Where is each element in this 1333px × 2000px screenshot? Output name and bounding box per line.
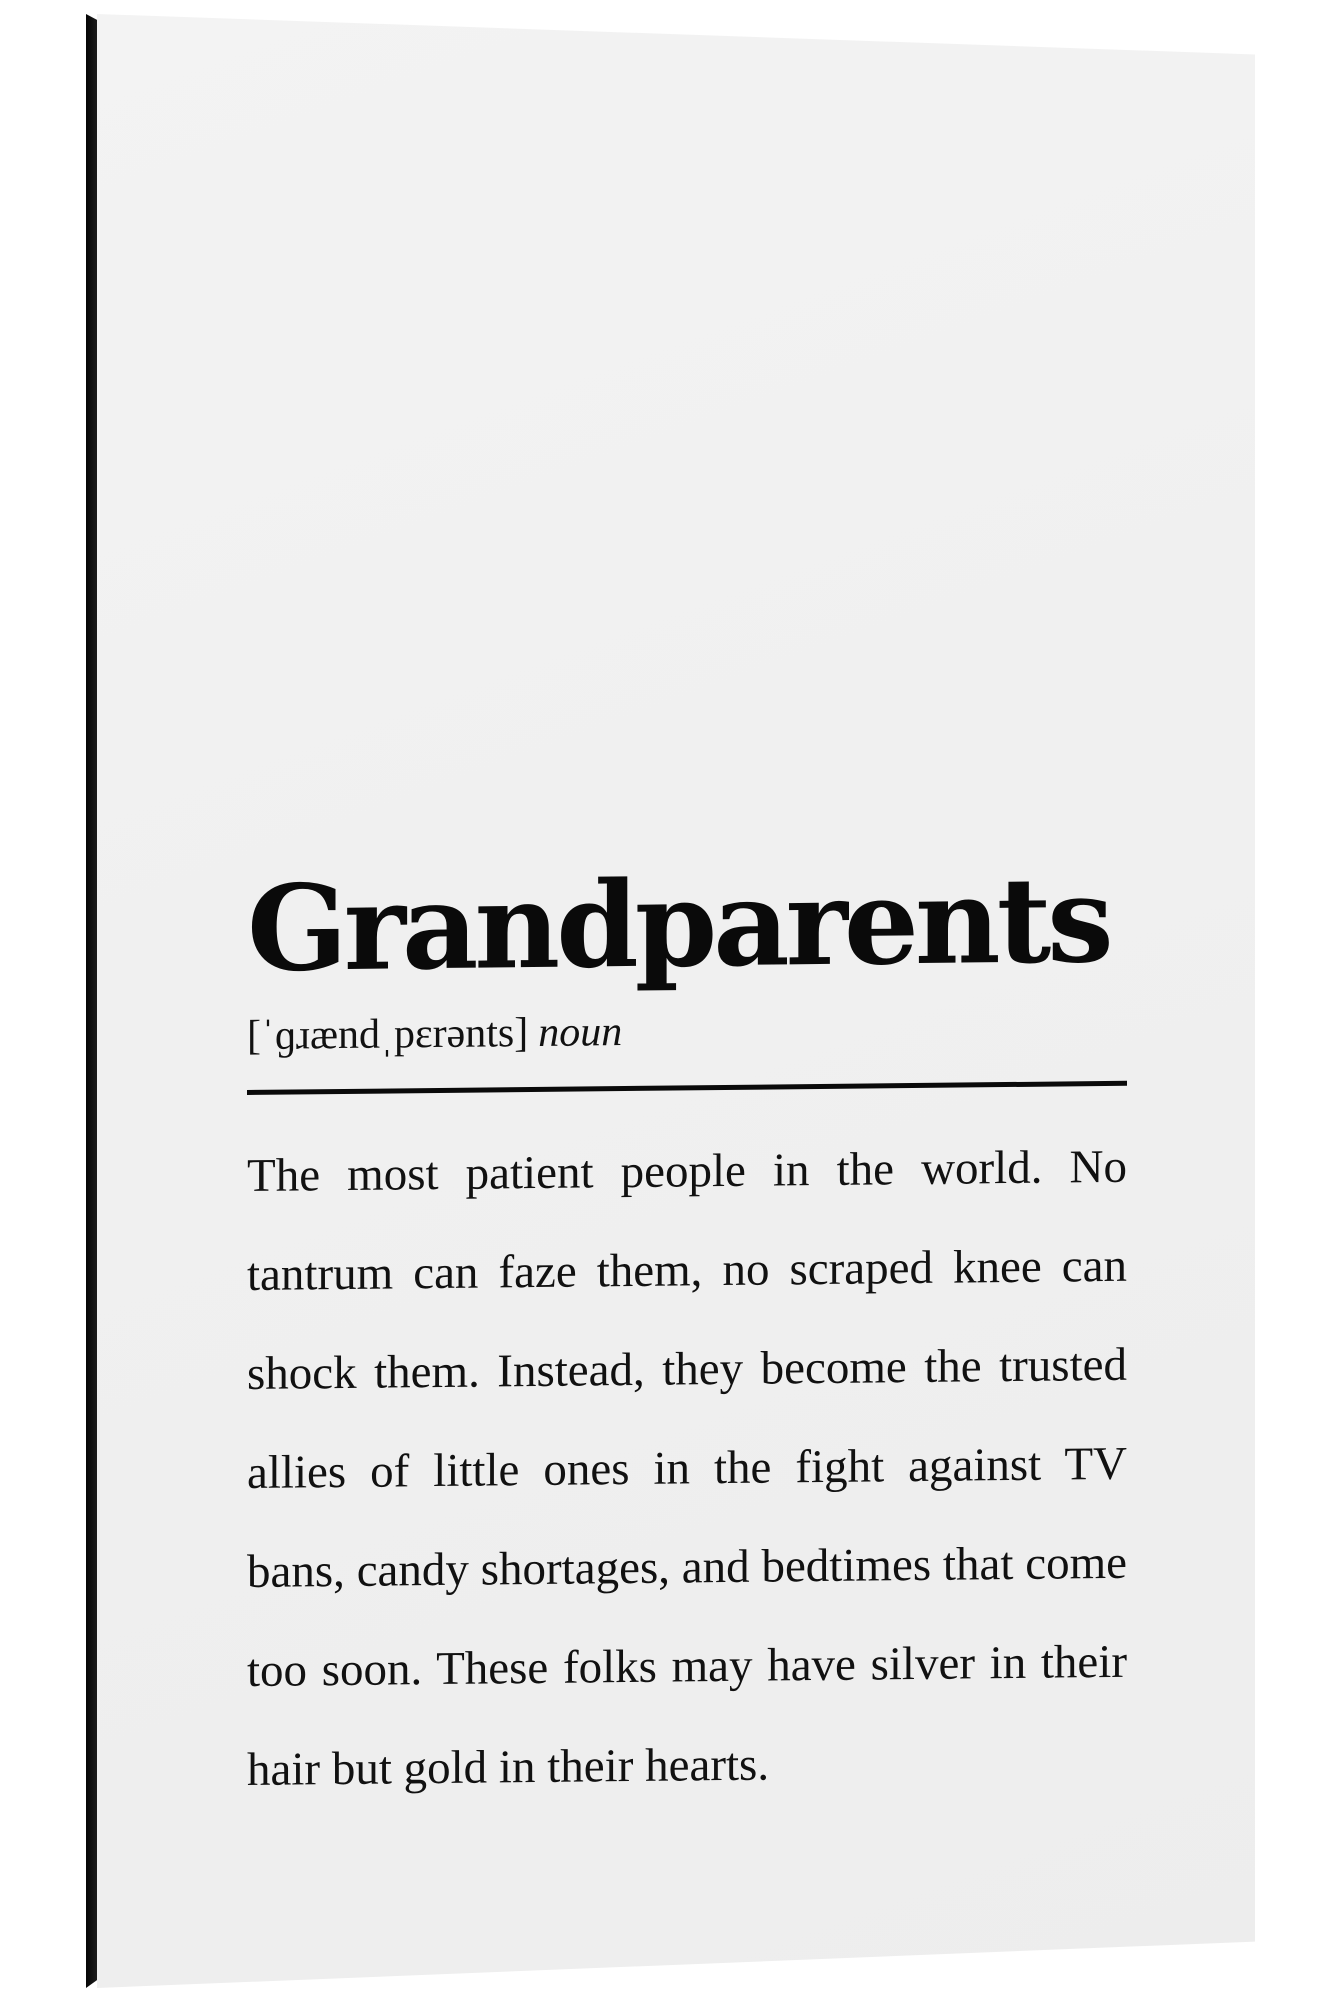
pronunciation-line bbox=[247, 1003, 1130, 1060]
divider-rule bbox=[247, 1081, 1127, 1095]
headword: Grandparents bbox=[247, 849, 1110, 998]
part-of-speech: noun bbox=[538, 1009, 623, 1056]
definition-text: The most patient people in the world. No tantrum can faze them, no scraped knee can shock them. Instead, they become the trusted allies of little ones in the fight against TV bans, candy shortages, and bedtimes that come too soon. These folks may have silver in their hair but gold in their hearts. bbox=[247, 1140, 1127, 1796]
pronunciation: [ˈɡɹændˌpɛrənts] bbox=[247, 1010, 529, 1059]
panel-side-edge bbox=[86, 14, 97, 1988]
definition-block bbox=[247, 849, 1130, 1867]
